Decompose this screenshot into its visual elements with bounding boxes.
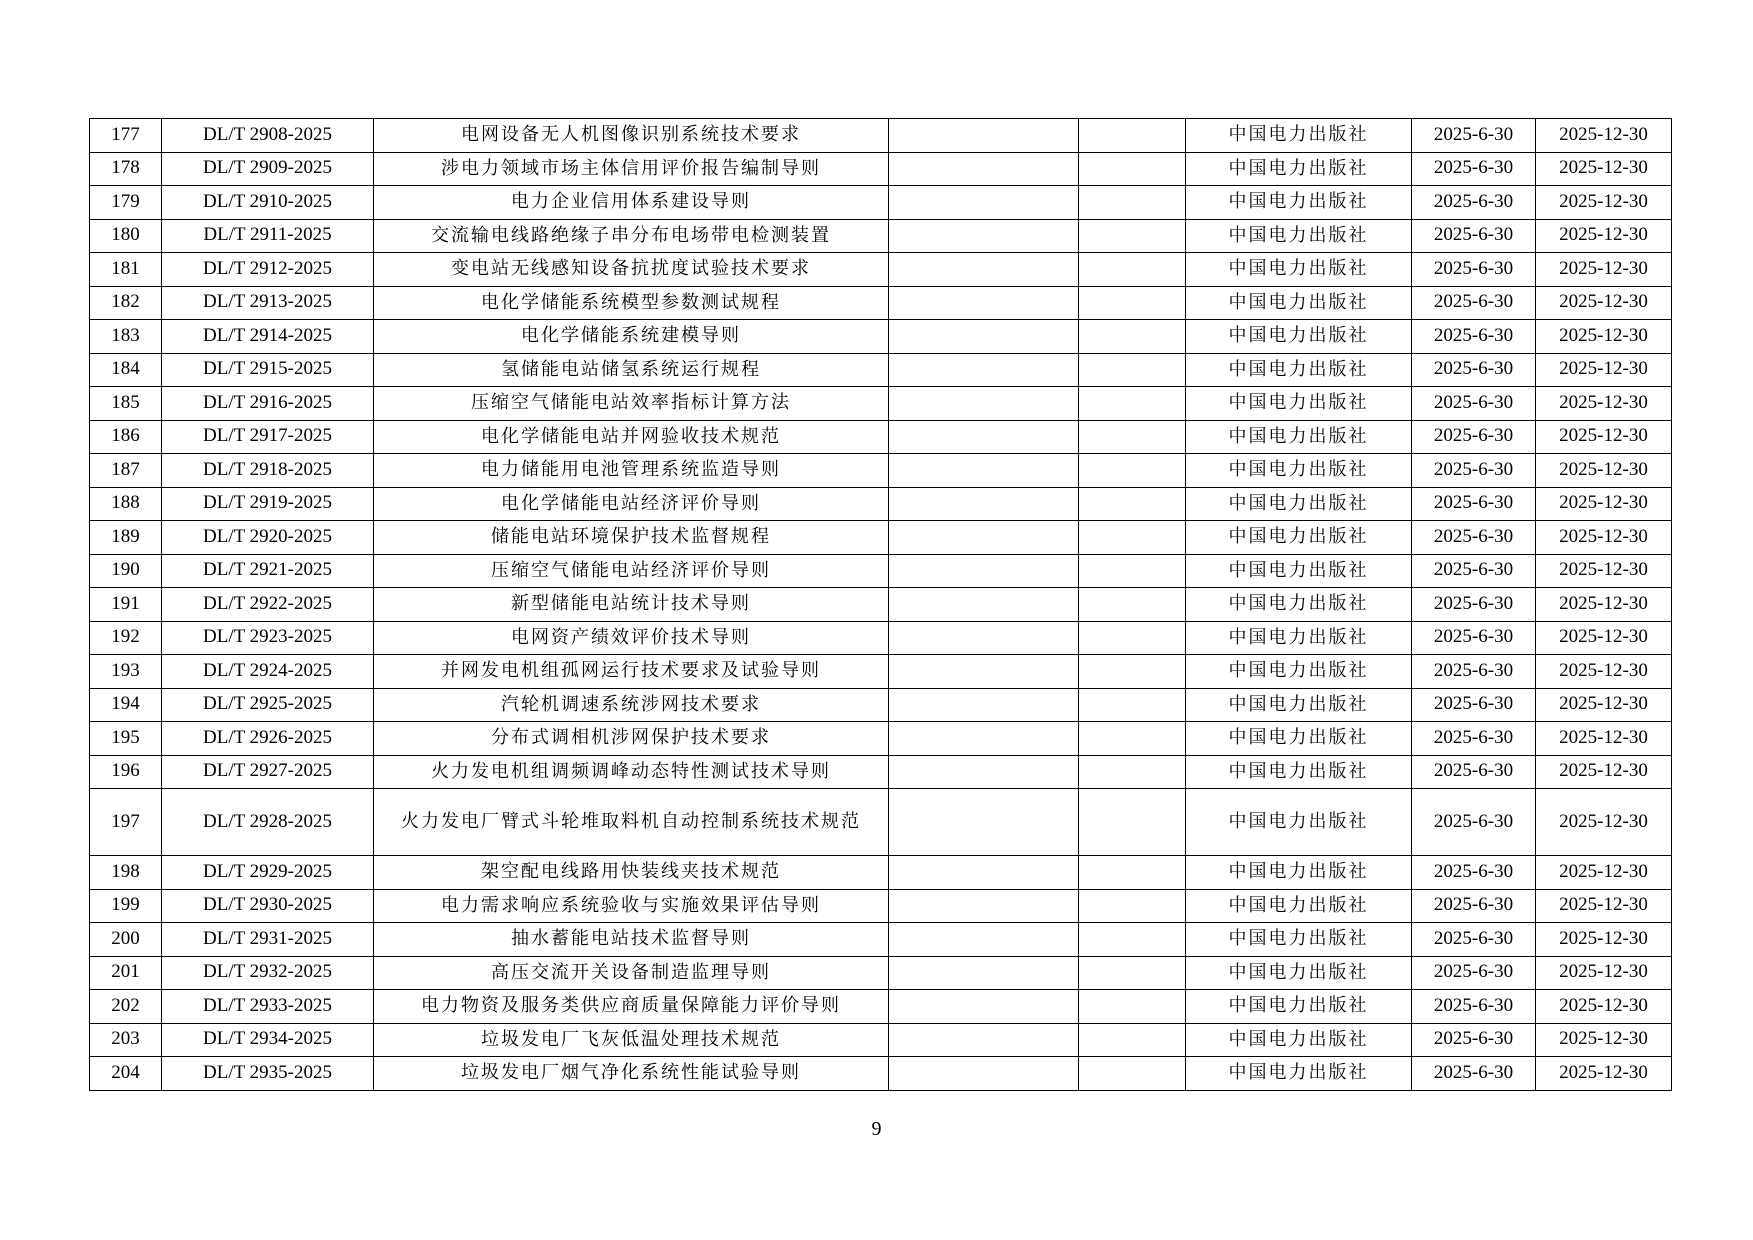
publish-date: 2025-6-30 bbox=[1412, 487, 1536, 521]
standard-code: DL/T 2924-2025 bbox=[162, 655, 374, 689]
standard-code: DL/T 2927-2025 bbox=[162, 755, 374, 789]
publish-date: 2025-6-30 bbox=[1412, 655, 1536, 689]
table-row bbox=[90, 1023, 1672, 1057]
table-row bbox=[90, 219, 1672, 253]
row-number: 196 bbox=[90, 755, 162, 789]
empty-cell-a bbox=[889, 119, 1079, 153]
publisher: 中国电力出版社 bbox=[1186, 353, 1412, 387]
standard-code: DL/T 2909-2025 bbox=[162, 152, 374, 186]
standard-name: 电化学储能电站经济评价导则 bbox=[374, 487, 889, 521]
row-number: 197 bbox=[90, 789, 162, 856]
row-number: 187 bbox=[90, 454, 162, 488]
publish-date: 2025-6-30 bbox=[1412, 219, 1536, 253]
publish-date: 2025-6-30 bbox=[1412, 387, 1536, 421]
publish-date: 2025-6-30 bbox=[1412, 152, 1536, 186]
standard-code: DL/T 2917-2025 bbox=[162, 420, 374, 454]
empty-cell-b bbox=[1079, 923, 1186, 957]
empty-cell-b bbox=[1079, 688, 1186, 722]
standard-name: 交流输电线路绝缘子串分布电场带电检测装置 bbox=[374, 219, 889, 253]
publisher: 中国电力出版社 bbox=[1186, 789, 1412, 856]
empty-cell-b bbox=[1079, 889, 1186, 923]
empty-cell-a bbox=[889, 554, 1079, 588]
effective-date: 2025-12-30 bbox=[1536, 253, 1672, 287]
standard-name: 电力企业信用体系建设导则 bbox=[374, 186, 889, 220]
effective-date: 2025-12-30 bbox=[1536, 655, 1672, 689]
publish-date: 2025-6-30 bbox=[1412, 889, 1536, 923]
standard-code: DL/T 2918-2025 bbox=[162, 454, 374, 488]
empty-cell-b bbox=[1079, 588, 1186, 622]
standard-name: 氢储能电站储氢系统运行规程 bbox=[374, 353, 889, 387]
table-row bbox=[90, 119, 1672, 153]
table-row bbox=[90, 454, 1672, 488]
effective-date: 2025-12-30 bbox=[1536, 119, 1672, 153]
empty-cell-a bbox=[889, 487, 1079, 521]
publisher: 中国电力出版社 bbox=[1186, 923, 1412, 957]
publisher: 中国电力出版社 bbox=[1186, 755, 1412, 789]
row-number: 200 bbox=[90, 923, 162, 957]
table-row bbox=[90, 722, 1672, 756]
standard-code: DL/T 2935-2025 bbox=[162, 1057, 374, 1091]
row-number: 181 bbox=[90, 253, 162, 287]
row-number: 179 bbox=[90, 186, 162, 220]
empty-cell-b bbox=[1079, 722, 1186, 756]
publisher: 中国电力出版社 bbox=[1186, 253, 1412, 287]
empty-cell-a bbox=[889, 923, 1079, 957]
publisher: 中国电力出版社 bbox=[1186, 722, 1412, 756]
standard-name: 新型储能电站统计技术导则 bbox=[374, 588, 889, 622]
effective-date: 2025-12-30 bbox=[1536, 755, 1672, 789]
standard-code: DL/T 2911-2025 bbox=[162, 219, 374, 253]
effective-date: 2025-12-30 bbox=[1536, 889, 1672, 923]
publisher: 中国电力出版社 bbox=[1186, 487, 1412, 521]
standard-name: 垃圾发电厂飞灰低温处理技术规范 bbox=[374, 1023, 889, 1057]
publisher: 中国电力出版社 bbox=[1186, 621, 1412, 655]
empty-cell-b bbox=[1079, 621, 1186, 655]
standard-name: 变电站无线感知设备抗扰度试验技术要求 bbox=[374, 253, 889, 287]
table-row bbox=[90, 1057, 1672, 1091]
row-number: 198 bbox=[90, 856, 162, 890]
publisher: 中国电力出版社 bbox=[1186, 1057, 1412, 1091]
table-row bbox=[90, 253, 1672, 287]
standard-name: 电力储能用电池管理系统监造导则 bbox=[374, 454, 889, 488]
table-row bbox=[90, 621, 1672, 655]
empty-cell-a bbox=[889, 621, 1079, 655]
standard-code: DL/T 2926-2025 bbox=[162, 722, 374, 756]
table-row bbox=[90, 655, 1672, 689]
standard-code: DL/T 2921-2025 bbox=[162, 554, 374, 588]
publisher: 中国电力出版社 bbox=[1186, 655, 1412, 689]
standard-code: DL/T 2925-2025 bbox=[162, 688, 374, 722]
row-number: 193 bbox=[90, 655, 162, 689]
publisher: 中国电力出版社 bbox=[1186, 856, 1412, 890]
table-row bbox=[90, 990, 1672, 1024]
empty-cell-a bbox=[889, 655, 1079, 689]
standard-code: DL/T 2913-2025 bbox=[162, 286, 374, 320]
empty-cell-b bbox=[1079, 1023, 1186, 1057]
table-row bbox=[90, 789, 1672, 856]
standard-name: 电网资产绩效评价技术导则 bbox=[374, 621, 889, 655]
empty-cell-b bbox=[1079, 320, 1186, 354]
standard-name: 并网发电机组孤网运行技术要求及试验导则 bbox=[374, 655, 889, 689]
table-row bbox=[90, 487, 1672, 521]
empty-cell-a bbox=[889, 956, 1079, 990]
publish-date: 2025-6-30 bbox=[1412, 521, 1536, 555]
empty-cell-a bbox=[889, 789, 1079, 856]
empty-cell-a bbox=[889, 1057, 1079, 1091]
empty-cell-a bbox=[889, 1023, 1079, 1057]
empty-cell-a bbox=[889, 353, 1079, 387]
standard-code: DL/T 2931-2025 bbox=[162, 923, 374, 957]
empty-cell-b bbox=[1079, 286, 1186, 320]
standard-name: 电力物资及服务类供应商质量保障能力评价导则 bbox=[374, 990, 889, 1024]
table-row bbox=[90, 521, 1672, 555]
effective-date: 2025-12-30 bbox=[1536, 219, 1672, 253]
row-number: 204 bbox=[90, 1057, 162, 1091]
empty-cell-a bbox=[889, 152, 1079, 186]
standard-name: 抽水蓄能电站技术监督导则 bbox=[374, 923, 889, 957]
empty-cell-b bbox=[1079, 789, 1186, 856]
page-number: 9 bbox=[871, 1118, 882, 1140]
empty-cell-b bbox=[1079, 186, 1186, 220]
standard-code: DL/T 2929-2025 bbox=[162, 856, 374, 890]
row-number: 178 bbox=[90, 152, 162, 186]
publish-date: 2025-6-30 bbox=[1412, 554, 1536, 588]
standard-code: DL/T 2928-2025 bbox=[162, 789, 374, 856]
empty-cell-a bbox=[889, 588, 1079, 622]
standard-name: 垃圾发电厂烟气净化系统性能试验导则 bbox=[374, 1057, 889, 1091]
standard-code: DL/T 2914-2025 bbox=[162, 320, 374, 354]
publish-date: 2025-6-30 bbox=[1412, 722, 1536, 756]
standard-name: 压缩空气储能电站经济评价导则 bbox=[374, 554, 889, 588]
standard-code: DL/T 2920-2025 bbox=[162, 521, 374, 555]
empty-cell-a bbox=[889, 755, 1079, 789]
effective-date: 2025-12-30 bbox=[1536, 286, 1672, 320]
effective-date: 2025-12-30 bbox=[1536, 152, 1672, 186]
standard-code: DL/T 2915-2025 bbox=[162, 353, 374, 387]
standard-name: 涉电力领域市场主体信用评价报告编制导则 bbox=[374, 152, 889, 186]
empty-cell-a bbox=[889, 320, 1079, 354]
row-number: 182 bbox=[90, 286, 162, 320]
publish-date: 2025-6-30 bbox=[1412, 286, 1536, 320]
effective-date: 2025-12-30 bbox=[1536, 320, 1672, 354]
table-row bbox=[90, 152, 1672, 186]
empty-cell-b bbox=[1079, 387, 1186, 421]
effective-date: 2025-12-30 bbox=[1536, 856, 1672, 890]
publish-date: 2025-6-30 bbox=[1412, 353, 1536, 387]
publisher: 中国电力出版社 bbox=[1186, 1023, 1412, 1057]
row-number: 203 bbox=[90, 1023, 162, 1057]
empty-cell-a bbox=[889, 186, 1079, 220]
row-number: 195 bbox=[90, 722, 162, 756]
row-number: 177 bbox=[90, 119, 162, 153]
publish-date: 2025-6-30 bbox=[1412, 923, 1536, 957]
publish-date: 2025-6-30 bbox=[1412, 588, 1536, 622]
standards-table bbox=[89, 118, 1672, 1091]
empty-cell-a bbox=[889, 990, 1079, 1024]
empty-cell-a bbox=[889, 286, 1079, 320]
table-row bbox=[90, 186, 1672, 220]
publish-date: 2025-6-30 bbox=[1412, 856, 1536, 890]
empty-cell-b bbox=[1079, 521, 1186, 555]
effective-date: 2025-12-30 bbox=[1536, 186, 1672, 220]
publish-date: 2025-6-30 bbox=[1412, 956, 1536, 990]
standard-name: 电化学储能系统建模导则 bbox=[374, 320, 889, 354]
row-number: 188 bbox=[90, 487, 162, 521]
empty-cell-a bbox=[889, 521, 1079, 555]
standard-name: 架空配电线路用快装线夹技术规范 bbox=[374, 856, 889, 890]
empty-cell-b bbox=[1079, 119, 1186, 153]
standard-name: 储能电站环境保护技术监督规程 bbox=[374, 521, 889, 555]
empty-cell-a bbox=[889, 856, 1079, 890]
empty-cell-a bbox=[889, 420, 1079, 454]
empty-cell-b bbox=[1079, 1057, 1186, 1091]
effective-date: 2025-12-30 bbox=[1536, 722, 1672, 756]
empty-cell-b bbox=[1079, 755, 1186, 789]
standard-code: DL/T 2919-2025 bbox=[162, 487, 374, 521]
publisher: 中国电力出版社 bbox=[1186, 554, 1412, 588]
empty-cell-b bbox=[1079, 990, 1186, 1024]
publisher: 中国电力出版社 bbox=[1186, 454, 1412, 488]
publisher: 中国电力出版社 bbox=[1186, 286, 1412, 320]
effective-date: 2025-12-30 bbox=[1536, 1023, 1672, 1057]
empty-cell-b bbox=[1079, 487, 1186, 521]
empty-cell-b bbox=[1079, 420, 1186, 454]
standard-name: 压缩空气储能电站效率指标计算方法 bbox=[374, 387, 889, 421]
publish-date: 2025-6-30 bbox=[1412, 186, 1536, 220]
effective-date: 2025-12-30 bbox=[1536, 521, 1672, 555]
standard-code: DL/T 2912-2025 bbox=[162, 253, 374, 287]
publisher: 中国电力出版社 bbox=[1186, 387, 1412, 421]
publish-date: 2025-6-30 bbox=[1412, 420, 1536, 454]
table-row bbox=[90, 387, 1672, 421]
table-row bbox=[90, 923, 1672, 957]
standard-name: 火力发电机组调频调峰动态特性测试技术导则 bbox=[374, 755, 889, 789]
table-row bbox=[90, 554, 1672, 588]
effective-date: 2025-12-30 bbox=[1536, 789, 1672, 856]
publisher: 中国电力出版社 bbox=[1186, 320, 1412, 354]
publish-date: 2025-6-30 bbox=[1412, 789, 1536, 856]
publisher: 中国电力出版社 bbox=[1186, 956, 1412, 990]
publish-date: 2025-6-30 bbox=[1412, 755, 1536, 789]
effective-date: 2025-12-30 bbox=[1536, 420, 1672, 454]
standard-code: DL/T 2933-2025 bbox=[162, 990, 374, 1024]
empty-cell-a bbox=[889, 889, 1079, 923]
standard-name: 高压交流开关设备制造监理导则 bbox=[374, 956, 889, 990]
row-number: 199 bbox=[90, 889, 162, 923]
row-number: 202 bbox=[90, 990, 162, 1024]
publish-date: 2025-6-30 bbox=[1412, 320, 1536, 354]
publisher: 中国电力出版社 bbox=[1186, 688, 1412, 722]
publish-date: 2025-6-30 bbox=[1412, 1057, 1536, 1091]
publisher: 中国电力出版社 bbox=[1186, 990, 1412, 1024]
publisher: 中国电力出版社 bbox=[1186, 152, 1412, 186]
row-number: 191 bbox=[90, 588, 162, 622]
standard-name: 电网设备无人机图像识别系统技术要求 bbox=[374, 119, 889, 153]
effective-date: 2025-12-30 bbox=[1536, 923, 1672, 957]
empty-cell-a bbox=[889, 454, 1079, 488]
effective-date: 2025-12-30 bbox=[1536, 956, 1672, 990]
empty-cell-b bbox=[1079, 856, 1186, 890]
empty-cell-b bbox=[1079, 454, 1186, 488]
effective-date: 2025-12-30 bbox=[1536, 353, 1672, 387]
standard-code: DL/T 2934-2025 bbox=[162, 1023, 374, 1057]
effective-date: 2025-12-30 bbox=[1536, 588, 1672, 622]
standard-name: 汽轮机调速系统涉网技术要求 bbox=[374, 688, 889, 722]
standard-name: 电力需求响应系统验收与实施效果评估导则 bbox=[374, 889, 889, 923]
publish-date: 2025-6-30 bbox=[1412, 688, 1536, 722]
row-number: 192 bbox=[90, 621, 162, 655]
empty-cell-a bbox=[889, 387, 1079, 421]
effective-date: 2025-12-30 bbox=[1536, 487, 1672, 521]
publisher: 中国电力出版社 bbox=[1186, 119, 1412, 153]
empty-cell-a bbox=[889, 219, 1079, 253]
effective-date: 2025-12-30 bbox=[1536, 621, 1672, 655]
row-number: 184 bbox=[90, 353, 162, 387]
publish-date: 2025-6-30 bbox=[1412, 1023, 1536, 1057]
standard-code: DL/T 2922-2025 bbox=[162, 588, 374, 622]
empty-cell-a bbox=[889, 688, 1079, 722]
publish-date: 2025-6-30 bbox=[1412, 253, 1536, 287]
row-number: 189 bbox=[90, 521, 162, 555]
effective-date: 2025-12-30 bbox=[1536, 454, 1672, 488]
standard-code: DL/T 2932-2025 bbox=[162, 956, 374, 990]
row-number: 201 bbox=[90, 956, 162, 990]
empty-cell-b bbox=[1079, 353, 1186, 387]
empty-cell-b bbox=[1079, 253, 1186, 287]
table-row bbox=[90, 856, 1672, 890]
table-row bbox=[90, 889, 1672, 923]
empty-cell-b bbox=[1079, 554, 1186, 588]
standard-name: 电化学储能系统模型参数测试规程 bbox=[374, 286, 889, 320]
publish-date: 2025-6-30 bbox=[1412, 990, 1536, 1024]
table-row bbox=[90, 320, 1672, 354]
standard-name: 电化学储能电站并网验收技术规范 bbox=[374, 420, 889, 454]
standard-code: DL/T 2916-2025 bbox=[162, 387, 374, 421]
empty-cell-b bbox=[1079, 956, 1186, 990]
empty-cell-a bbox=[889, 253, 1079, 287]
row-number: 180 bbox=[90, 219, 162, 253]
row-number: 194 bbox=[90, 688, 162, 722]
empty-cell-b bbox=[1079, 219, 1186, 253]
standard-code: DL/T 2923-2025 bbox=[162, 621, 374, 655]
publisher: 中国电力出版社 bbox=[1186, 588, 1412, 622]
table-row bbox=[90, 588, 1672, 622]
publisher: 中国电力出版社 bbox=[1186, 889, 1412, 923]
effective-date: 2025-12-30 bbox=[1536, 688, 1672, 722]
standard-code: DL/T 2908-2025 bbox=[162, 119, 374, 153]
publisher: 中国电力出版社 bbox=[1186, 420, 1412, 454]
table-row bbox=[90, 353, 1672, 387]
publisher: 中国电力出版社 bbox=[1186, 186, 1412, 220]
effective-date: 2025-12-30 bbox=[1536, 990, 1672, 1024]
table-row bbox=[90, 286, 1672, 320]
table-row bbox=[90, 420, 1672, 454]
row-number: 190 bbox=[90, 554, 162, 588]
table-row bbox=[90, 956, 1672, 990]
publisher: 中国电力出版社 bbox=[1186, 521, 1412, 555]
publish-date: 2025-6-30 bbox=[1412, 454, 1536, 488]
standard-name: 分布式调相机涉网保护技术要求 bbox=[374, 722, 889, 756]
row-number: 185 bbox=[90, 387, 162, 421]
empty-cell-b bbox=[1079, 152, 1186, 186]
standard-code: DL/T 2930-2025 bbox=[162, 889, 374, 923]
publish-date: 2025-6-30 bbox=[1412, 119, 1536, 153]
row-number: 183 bbox=[90, 320, 162, 354]
effective-date: 2025-12-30 bbox=[1536, 554, 1672, 588]
row-number: 186 bbox=[90, 420, 162, 454]
publisher: 中国电力出版社 bbox=[1186, 219, 1412, 253]
effective-date: 2025-12-30 bbox=[1536, 1057, 1672, 1091]
table-body bbox=[90, 119, 1672, 1091]
empty-cell-a bbox=[889, 722, 1079, 756]
empty-cell-b bbox=[1079, 655, 1186, 689]
standard-name: 火力发电厂臂式斗轮堆取料机自动控制系统技术规范 bbox=[374, 789, 889, 856]
standard-code: DL/T 2910-2025 bbox=[162, 186, 374, 220]
publish-date: 2025-6-30 bbox=[1412, 621, 1536, 655]
table-row bbox=[90, 755, 1672, 789]
effective-date: 2025-12-30 bbox=[1536, 387, 1672, 421]
table-row bbox=[90, 688, 1672, 722]
